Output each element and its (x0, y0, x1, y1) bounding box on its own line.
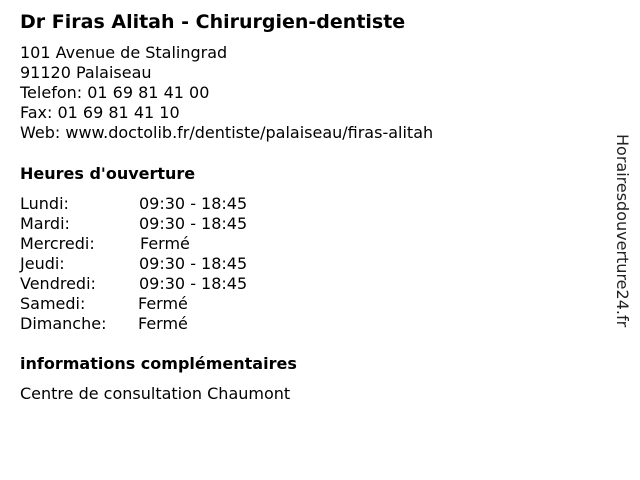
opening-hours-heading: Heures d'ouverture (20, 164, 196, 183)
time-value: 09:30 - 18:45 (139, 194, 248, 213)
opening-hours-table (20, 194, 247, 334)
day-label: Dimanche: (20, 314, 107, 333)
contact-block (20, 43, 433, 143)
time-value: 09:30 - 18:45 (139, 214, 248, 233)
phone-number: Telefon: 01 69 81 41 00 (20, 83, 210, 102)
time-value: 09:30 - 18:45 (139, 274, 248, 293)
time-value: Fermé (140, 234, 190, 253)
hours-row-thursday (20, 254, 247, 274)
website-link: Web: www.doctolib.fr/dentiste/palaiseau/firas-alitah (20, 123, 434, 142)
page-title: Dr Firas Alitah - Chirurgien-dentiste (20, 11, 406, 33)
hours-row-friday (20, 274, 247, 294)
additional-info-heading: informations complémentaires (20, 354, 297, 373)
time-value: 09:30 - 18:45 (139, 254, 248, 273)
hours-row-sunday (20, 314, 247, 334)
day-label: Jeudi: (20, 254, 65, 273)
city-address: 91120 Palaiseau (20, 63, 152, 82)
hours-row-wednesday (20, 234, 247, 254)
site-watermark: Horairesdouverture24.fr (613, 134, 632, 328)
street-address: 101 Avenue de Stalingrad (20, 43, 228, 62)
time-value: Fermé (138, 314, 188, 333)
hours-row-tuesday (20, 214, 247, 234)
day-label: Mercredi: (20, 234, 95, 253)
time-value: Fermé (138, 294, 188, 313)
hours-row-saturday (20, 294, 247, 314)
day-label: Vendredi: (20, 274, 96, 293)
day-label: Samedi: (20, 294, 86, 313)
day-label: Mardi: (20, 214, 70, 233)
day-label: Lundi: (20, 194, 69, 213)
additional-info-text: Centre de consultation Chaumont (20, 384, 291, 403)
hours-row-monday (20, 194, 247, 214)
fax-number: Fax: 01 69 81 41 10 (20, 103, 180, 122)
